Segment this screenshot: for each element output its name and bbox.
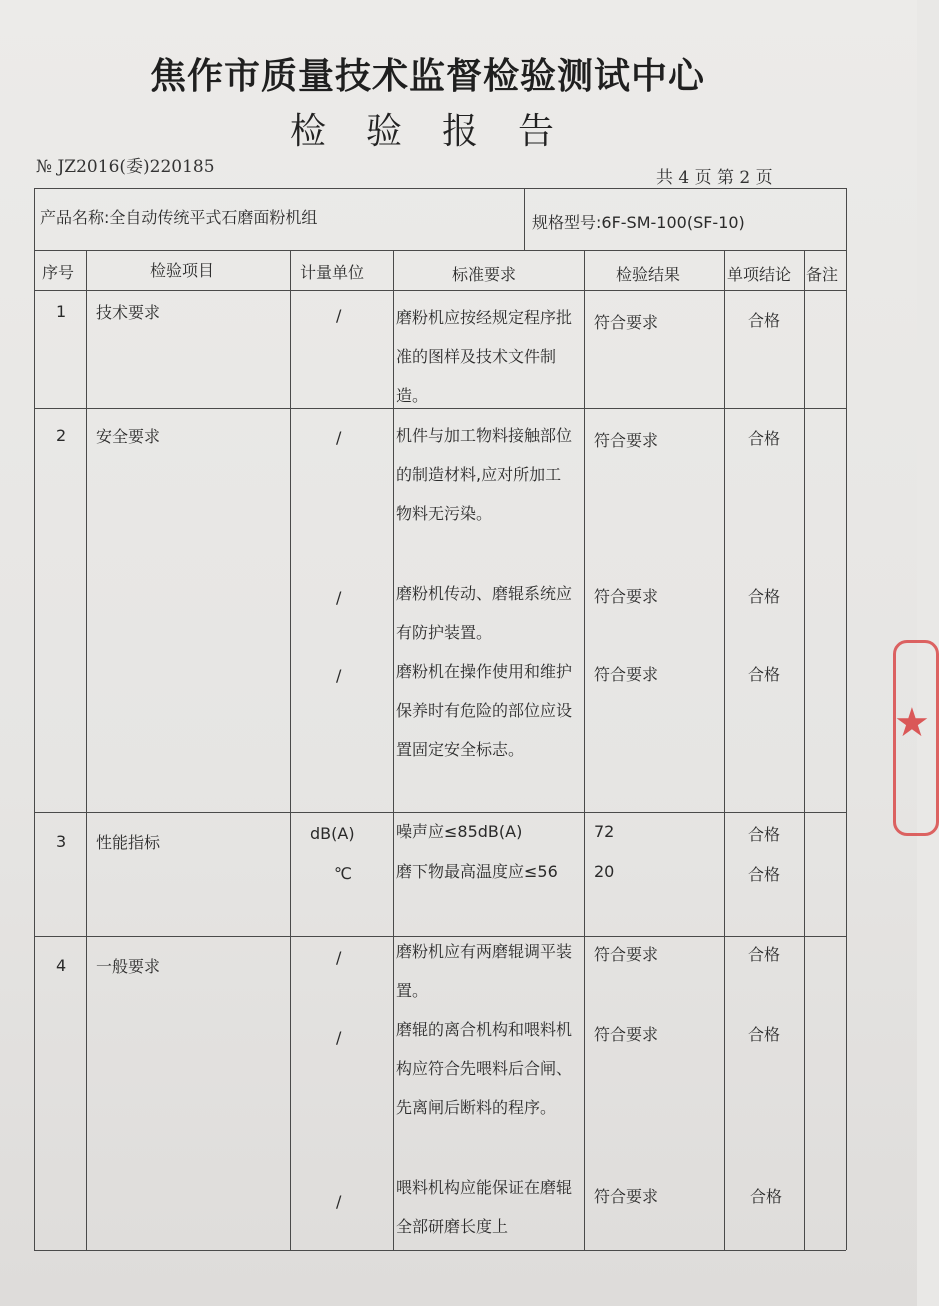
column-header-result: 检验结果 — [616, 265, 681, 284]
row-unit: / — [336, 306, 342, 325]
column-header-remark: 备注 — [806, 265, 839, 284]
row-unit: / — [336, 588, 342, 607]
row-standard: 磨粉机在操作使用和维护保养时有危险的部位应设置固定安全标志。 — [396, 662, 573, 759]
document-title: 检验报告 — [290, 111, 595, 152]
row-verdict: 合格 — [750, 1187, 783, 1206]
row-result: 符合要求 — [594, 665, 659, 684]
organization-title: 焦作市质量技术监督检验测试中心 — [150, 56, 706, 97]
row-standard: 磨粉机应按经规定程序批准的图样及技术文件制造。 — [396, 308, 573, 405]
column-header-unit: 计量单位 — [300, 263, 365, 282]
row-verdict: 合格 — [748, 429, 781, 448]
row-unit: / — [336, 948, 342, 967]
row-verdict: 合格 — [748, 825, 781, 844]
row-standard: 磨粉机应有两磨辊调平装置。 — [396, 942, 573, 1000]
row-result: 72 — [594, 822, 615, 841]
report-number: № JZ2016(委)220185 — [36, 157, 215, 177]
row-verdict: 合格 — [748, 665, 781, 684]
row-no: 4 — [56, 956, 67, 975]
row-item: 技术要求 — [96, 303, 161, 322]
row-standard: 磨辊的离合机构和喂料机构应符合先喂料后合闸、先离闸后断料的程序。 — [396, 1020, 573, 1117]
row-standard: 机件与加工物料接触部位的制造材料,应对所加工物料无污染。 — [396, 426, 573, 523]
row-result: 符合要求 — [594, 945, 659, 964]
row-result: 符合要求 — [594, 431, 659, 450]
row-verdict: 合格 — [748, 587, 781, 606]
row-verdict: 合格 — [748, 865, 781, 884]
row-unit: / — [336, 428, 342, 447]
row-unit: ℃ — [334, 864, 352, 883]
column-header-standard: 标准要求 — [452, 265, 517, 284]
row-result: 符合要求 — [594, 587, 659, 606]
product-name: 产品名称:全自动传统平式石磨面粉机组 — [40, 208, 318, 227]
row-standard: 喂料机构应能保证在磨辊全部研磨长度上 — [396, 1178, 573, 1236]
row-unit: / — [336, 1028, 342, 1047]
row-result: 符合要求 — [594, 1025, 659, 1044]
row-verdict: 合格 — [748, 311, 781, 330]
row-result: 符合要求 — [594, 313, 659, 332]
row-no: 3 — [56, 832, 67, 851]
row-unit: dB(A) — [310, 824, 355, 843]
product-model: 规格型号:6F-SM-100(SF-10) — [532, 213, 745, 232]
row-no: 2 — [56, 426, 67, 445]
row-unit: / — [336, 666, 342, 685]
seal-star-icon: ★ — [894, 700, 930, 746]
row-item: 性能指标 — [96, 833, 161, 852]
page-indicator: 共 4 页 第 2 页 — [656, 168, 773, 188]
column-header-item: 检验项目 — [150, 261, 215, 280]
row-result: 20 — [594, 862, 615, 881]
row-standard: 噪声应≤85dB(A) — [396, 822, 523, 841]
row-verdict: 合格 — [748, 945, 781, 964]
column-header-no: 序号 — [42, 263, 75, 282]
column-header-verdict: 单项结论 — [727, 265, 792, 284]
row-result: 符合要求 — [594, 1187, 659, 1206]
row-standard: 磨粉机传动、磨辊系统应有防护装置。 — [396, 584, 573, 642]
row-verdict: 合格 — [748, 1025, 781, 1044]
row-item: 一般要求 — [96, 957, 161, 976]
row-item: 安全要求 — [96, 427, 161, 446]
row-no: 1 — [56, 302, 67, 321]
row-standard: 磨下物最高温度应≤56 — [396, 862, 558, 881]
row-unit: / — [336, 1192, 342, 1211]
